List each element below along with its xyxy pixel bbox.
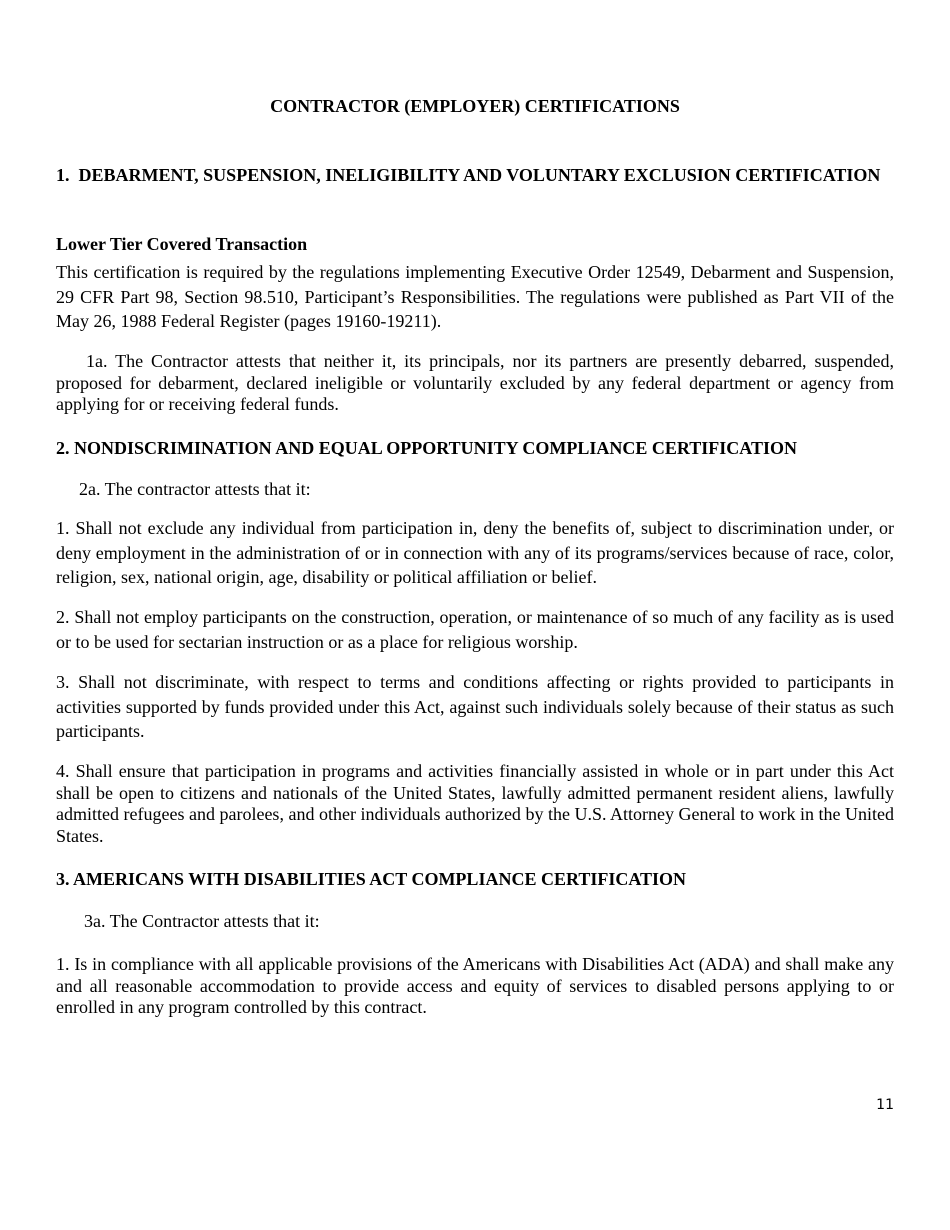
section-1-item-1a: 1a. The Contractor attests that neither it, its principals, nor its partners are presently debarred, suspended, proposed for debarment, declared ineligible or voluntarily excluded by any federal department or agency from applying for or receiving federal funds. (56, 351, 894, 414)
section-2-item-3: 3. Shall not discriminate, with respect to terms and conditions affecting or rights provided to participants in activities supported by funds provided under this Act, against such individuals solely because of their status as such participants. (56, 672, 894, 741)
section-2-heading: 2. NONDISCRIMINATION AND EQUAL OPPORTUNITY COMPLIANCE CERTIFICATION (56, 438, 797, 458)
section-3-item-1: 1. Is in compliance with all applicable provisions of the Americans with Disabilities Act (ADA) and shall make any and all reasonable accommodation to provide access and equity of services to disabled persons applying to or enrolled in any program controlled by this contract. (56, 954, 894, 1017)
section-3-lead: 3a. The Contractor attests that it: (84, 911, 320, 931)
page-number: 11 (876, 1097, 894, 1113)
section-1-subheading: Lower Tier Covered Transaction (56, 234, 308, 254)
section-3-heading: 3. AMERICANS WITH DISABILITIES ACT COMPLIANCE CERTIFICATION (56, 869, 686, 889)
section-2-lead: 2a. The contractor attests that it: (79, 479, 311, 499)
section-2-item-1: 1. Shall not exclude any individual from participation in, deny the benefits of, subject to discrimination under, or deny employment in the administration of or in connection with any of its programs/services because of race, color, religion, sex, national origin, age, disability or political affiliation or belief. (56, 518, 894, 587)
section-1-intro-paragraph: This certification is required by the regulations implementing Executive Order 12549, Debarment and Suspension, 29 CFR Part 98, Section 98.510, Participant’s Responsibilities. The regulations were published as Part VII of the May 26, 1988 Federal Register (pages 19160-19211). (56, 262, 894, 331)
section-2-item-4: 4. Shall ensure that participation in programs and activities financially assisted in whole or in part under this Act shall be open to citizens and nationals of the United States, lawfully admitted permanent resident aliens, lawfully admitted refugees and parolees, and other individuals authorized by the U.S. Attorney General to work in the United States. (56, 761, 894, 846)
section-2-item-2: 2. Shall not employ participants on the construction, operation, or maintenance of so much of any facility as is used or to be used for sectarian instruction or as a place for religious worship. (56, 607, 894, 652)
section-1-heading: 1. DEBARMENT, SUSPENSION, INELIGIBILITY AND VOLUNTARY EXCLUSION CERTIFICATION (56, 165, 881, 185)
page-title: CONTRACTOR (EMPLOYER) CERTIFICATIONS (270, 96, 680, 116)
